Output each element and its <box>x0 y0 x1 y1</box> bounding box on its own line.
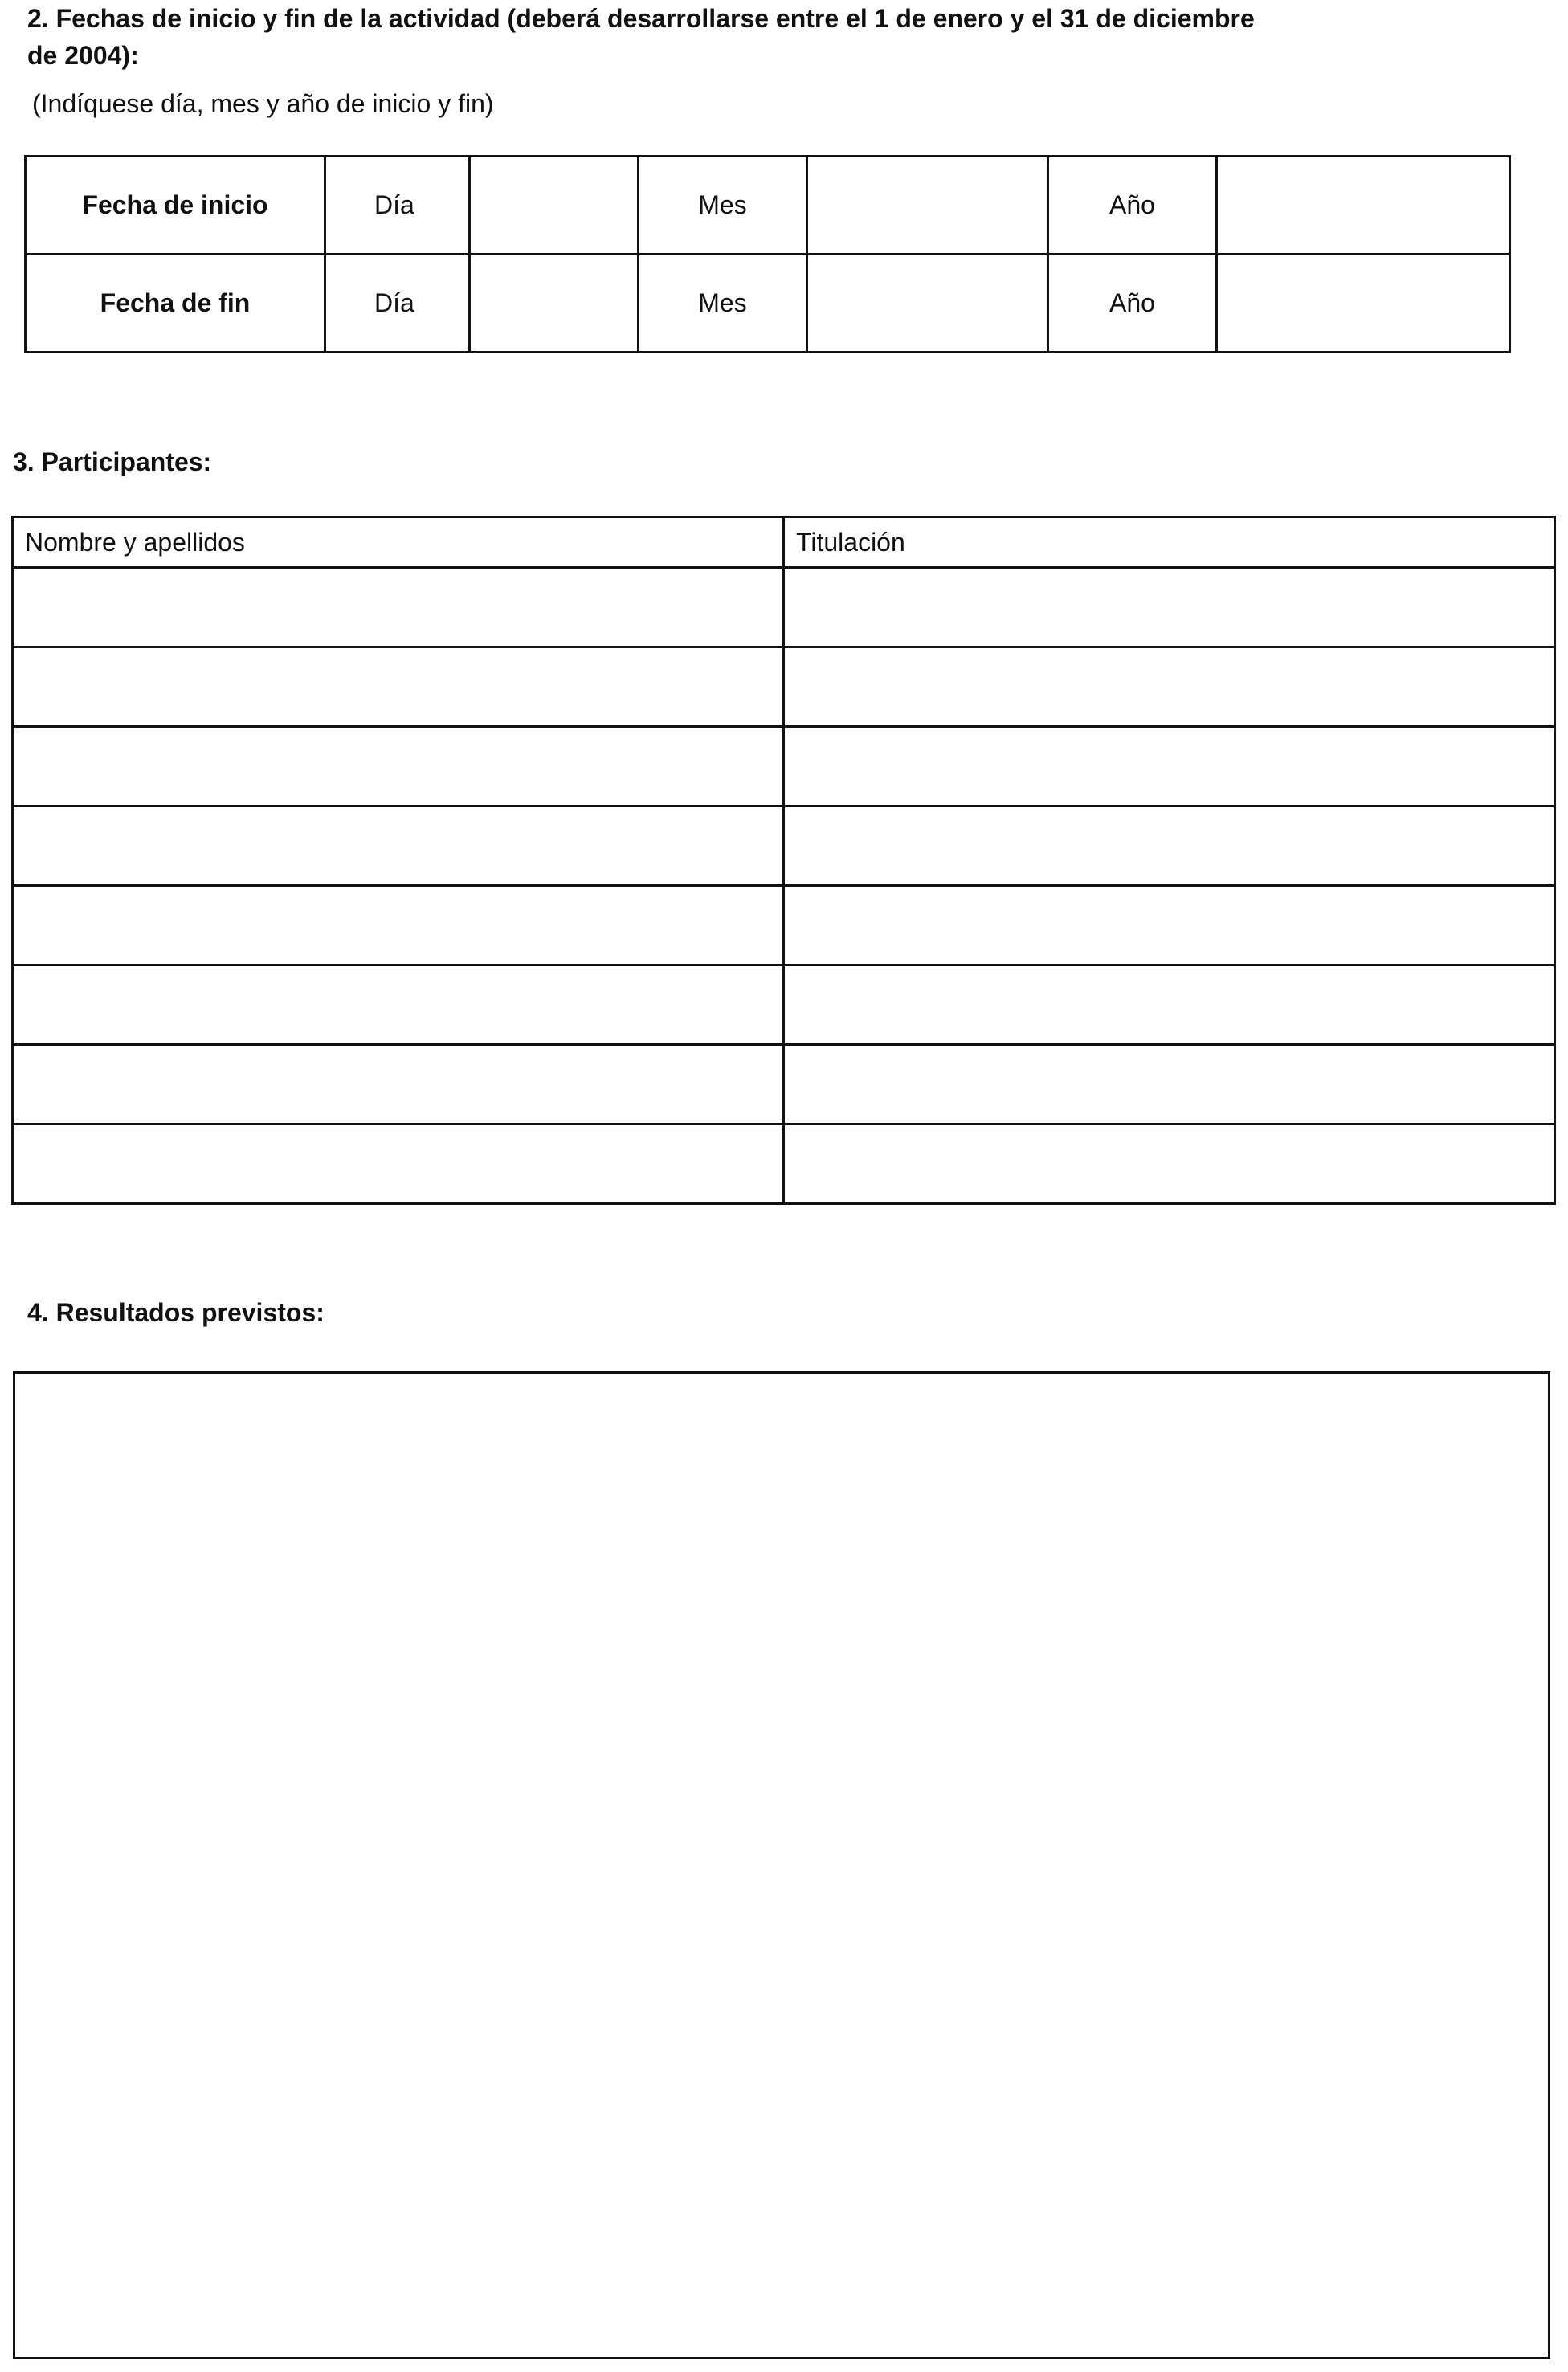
start-date-label: Fecha de inicio <box>26 157 325 255</box>
participant-row <box>13 647 1555 727</box>
participant-row <box>13 1045 1555 1125</box>
participant-name-field[interactable] <box>13 966 784 1045</box>
section-2-title-line-1: 2. Fechas de inicio y fin de la actividad (deberá desarrollarse entre el 1 de enero y el 31 de diciembre <box>27 4 1255 33</box>
participant-row <box>13 966 1555 1045</box>
participant-name-field[interactable] <box>13 806 784 886</box>
participant-degree-field[interactable] <box>784 647 1555 727</box>
start-day-label: Día <box>325 157 470 255</box>
end-year-field[interactable] <box>1217 255 1510 353</box>
participant-degree-field[interactable] <box>784 727 1555 806</box>
degree-column-header: Titulación <box>784 517 1555 568</box>
section-4-title: 4. Resultados previstos: <box>27 1298 325 1327</box>
participant-name-field[interactable] <box>13 647 784 727</box>
section-3-title: 3. Participantes: <box>13 447 212 476</box>
participant-row <box>13 806 1555 886</box>
participant-degree-field[interactable] <box>784 1125 1555 1204</box>
participant-name-field[interactable] <box>13 886 784 966</box>
end-month-field[interactable] <box>807 255 1048 353</box>
end-day-label: Día <box>325 255 470 353</box>
start-date-row <box>26 157 1510 255</box>
participant-degree-field[interactable] <box>784 1045 1555 1125</box>
participant-row <box>13 1125 1555 1204</box>
section-2-title-line-2: de 2004): <box>27 41 139 70</box>
participant-row <box>13 886 1555 966</box>
section-2-instruction: (Indíquese día, mes y año de inicio y fin) <box>32 89 494 118</box>
participant-degree-field[interactable] <box>784 806 1555 886</box>
participants-table <box>11 516 1556 1205</box>
end-month-label: Mes <box>639 255 807 353</box>
expected-results-field[interactable] <box>13 1371 1550 2359</box>
participants-header-row <box>13 517 1555 568</box>
start-year-label: Año <box>1048 157 1217 255</box>
end-year-label: Año <box>1048 255 1217 353</box>
participant-row <box>13 727 1555 806</box>
participant-name-field[interactable] <box>13 1045 784 1125</box>
participant-degree-field[interactable] <box>784 966 1555 1045</box>
participant-degree-field[interactable] <box>784 568 1555 647</box>
start-year-field[interactable] <box>1217 157 1510 255</box>
end-date-row <box>26 255 1510 353</box>
participant-row <box>13 568 1555 647</box>
participant-degree-field[interactable] <box>784 886 1555 966</box>
end-day-field[interactable] <box>470 255 639 353</box>
participant-name-field[interactable] <box>13 1125 784 1204</box>
end-date-label: Fecha de fin <box>26 255 325 353</box>
participant-name-field[interactable] <box>13 568 784 647</box>
start-month-label: Mes <box>639 157 807 255</box>
start-day-field[interactable] <box>470 157 639 255</box>
dates-table <box>24 155 1511 353</box>
start-month-field[interactable] <box>807 157 1048 255</box>
participant-name-field[interactable] <box>13 727 784 806</box>
name-column-header: Nombre y apellidos <box>13 517 784 568</box>
